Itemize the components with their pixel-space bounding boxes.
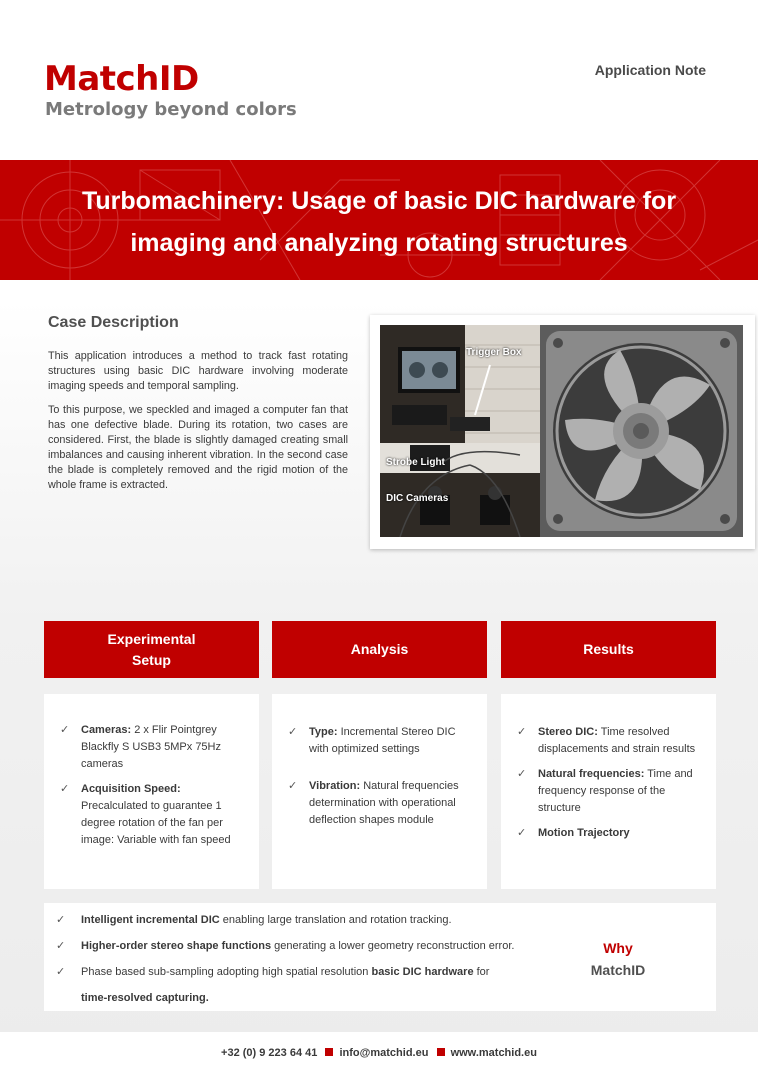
- label-trigger-box: Trigger Box: [466, 347, 522, 358]
- page-title-line-1: Turbomachinery: Usage of basic DIC hardware for: [81, 187, 677, 215]
- check-icon: ✓: [288, 780, 298, 792]
- check-icon: ✓: [517, 768, 527, 780]
- results-box: [501, 694, 716, 889]
- why-matchid-title: [578, 937, 658, 981]
- label-strobe-light: Strobe Light: [386, 457, 445, 468]
- experimental-setup-list: [60, 722, 240, 857]
- item-label: Stereo DIC:: [538, 726, 598, 738]
- list-item: [288, 724, 468, 758]
- analysis-list: [288, 724, 468, 837]
- item-label: Vibration:: [309, 780, 361, 792]
- footer-phone: +32 (0) 9 223 64 41: [221, 1047, 318, 1059]
- why-item-3-bold: basic DIC hardware: [371, 966, 474, 978]
- experimental-setup-box: [44, 694, 259, 889]
- why-title-line-1: Why: [603, 940, 633, 956]
- footer-website[interactable]: www.matchid.eu: [450, 1047, 537, 1059]
- list-item: [56, 933, 566, 959]
- list-item: [60, 722, 240, 773]
- title-banner: [0, 160, 758, 280]
- list-item: [60, 781, 240, 849]
- check-icon: ✓: [56, 940, 66, 952]
- footer-email[interactable]: info@matchid.eu: [339, 1047, 429, 1059]
- page-title-line-2: imaging and analyzing rotating structures: [130, 229, 628, 257]
- item-label: Natural frequencies:: [538, 768, 645, 780]
- speckled-fan-photo: [540, 325, 743, 537]
- list-item: [56, 959, 566, 1011]
- results-list: [517, 724, 697, 850]
- item-label: Cameras:: [81, 724, 132, 736]
- setup-figure: [370, 315, 755, 549]
- item-text: Time resolved displacements and strain results: [538, 726, 696, 755]
- why-item-1-text: enabling large translation and rotation tracking.: [219, 914, 452, 926]
- item-label: Motion Trajectory: [538, 827, 630, 839]
- list-item: [517, 766, 697, 817]
- case-paragraph-2: To this purpose, we speckled and imaged a computer fan that has one defective blade. During its rotation, two cases are considered. First, the blade is slightly damaged creating small imbalances and causing inherent vibration. In the second case the blade is completely removed and the rigid motion of the whole frame is extracted.: [48, 404, 348, 491]
- list-item: [517, 825, 697, 842]
- why-matchid-box: [44, 903, 716, 1011]
- item-text: Precalculated to guarantee 1 degree rotation of the fan per image: Variable with fan speed: [81, 800, 231, 846]
- list-item: [56, 907, 566, 933]
- item-label: Acquisition Speed:: [81, 783, 181, 795]
- why-item-3-text: Phase based sub-sampling adopting high spatial resolution: [81, 966, 372, 978]
- check-icon: ✓: [517, 827, 527, 839]
- why-title-line-2: MatchID: [590, 962, 646, 978]
- why-item-2-text: generating a lower geometry reconstruction error.: [271, 940, 515, 952]
- experimental-setup-header: [44, 621, 259, 678]
- list-item: [288, 778, 468, 829]
- item-text: Time and frequency response of the structure: [538, 768, 693, 814]
- why-item-3-text-2: for: [473, 966, 490, 978]
- why-item-3-bold-2: time-resolved capturing.: [81, 992, 209, 1004]
- document-type-label: Application Note: [594, 62, 706, 78]
- check-icon: ✓: [60, 783, 70, 795]
- check-icon: ✓: [517, 726, 527, 738]
- why-matchid-list: [56, 907, 566, 1011]
- item-text: Incremental Stereo DIC with optimized settings: [309, 726, 456, 755]
- results-header: Results: [501, 621, 716, 678]
- check-icon: ✓: [56, 966, 66, 978]
- analysis-box: [272, 694, 487, 889]
- separator-square-icon: [437, 1048, 445, 1056]
- check-icon: ✓: [60, 724, 70, 736]
- brand-logo: MatchID: [44, 59, 199, 99]
- case-description-heading: Case Description: [48, 314, 179, 331]
- case-paragraph-1: This application introduces a method to track fast rotating structures using basic DIC hardware involving moderate imaging speeds and temporal sampling.: [48, 350, 348, 392]
- brand-tagline: Metrology beyond colors: [45, 99, 297, 120]
- page-title: [20, 180, 738, 264]
- label-dic-cameras: DIC Cameras: [386, 493, 449, 504]
- list-item: [517, 724, 697, 758]
- separator-square-icon: [325, 1048, 333, 1056]
- analysis-header: Analysis: [272, 621, 487, 678]
- contact-footer: [0, 1032, 758, 1073]
- experimental-setup-title-2: Setup: [132, 651, 171, 668]
- check-icon: ✓: [56, 914, 66, 926]
- why-item-1-bold: Intelligent incremental DIC: [81, 914, 220, 926]
- case-description-text: [48, 349, 348, 502]
- check-icon: ✓: [288, 726, 298, 738]
- item-text: Natural frequencies determination with operational deflection shapes module: [309, 780, 459, 826]
- lab-setup-photo: [380, 325, 540, 537]
- item-text: 2 x Flir Pointgrey Blackfly S USB3 5MPx 75Hz cameras: [81, 724, 221, 770]
- speckled-fan-illustration: [540, 325, 743, 537]
- why-item-2-bold: Higher-order stereo shape functions: [81, 940, 272, 952]
- item-label: Type:: [309, 726, 338, 738]
- experimental-setup-title-1: Experimental: [107, 630, 196, 647]
